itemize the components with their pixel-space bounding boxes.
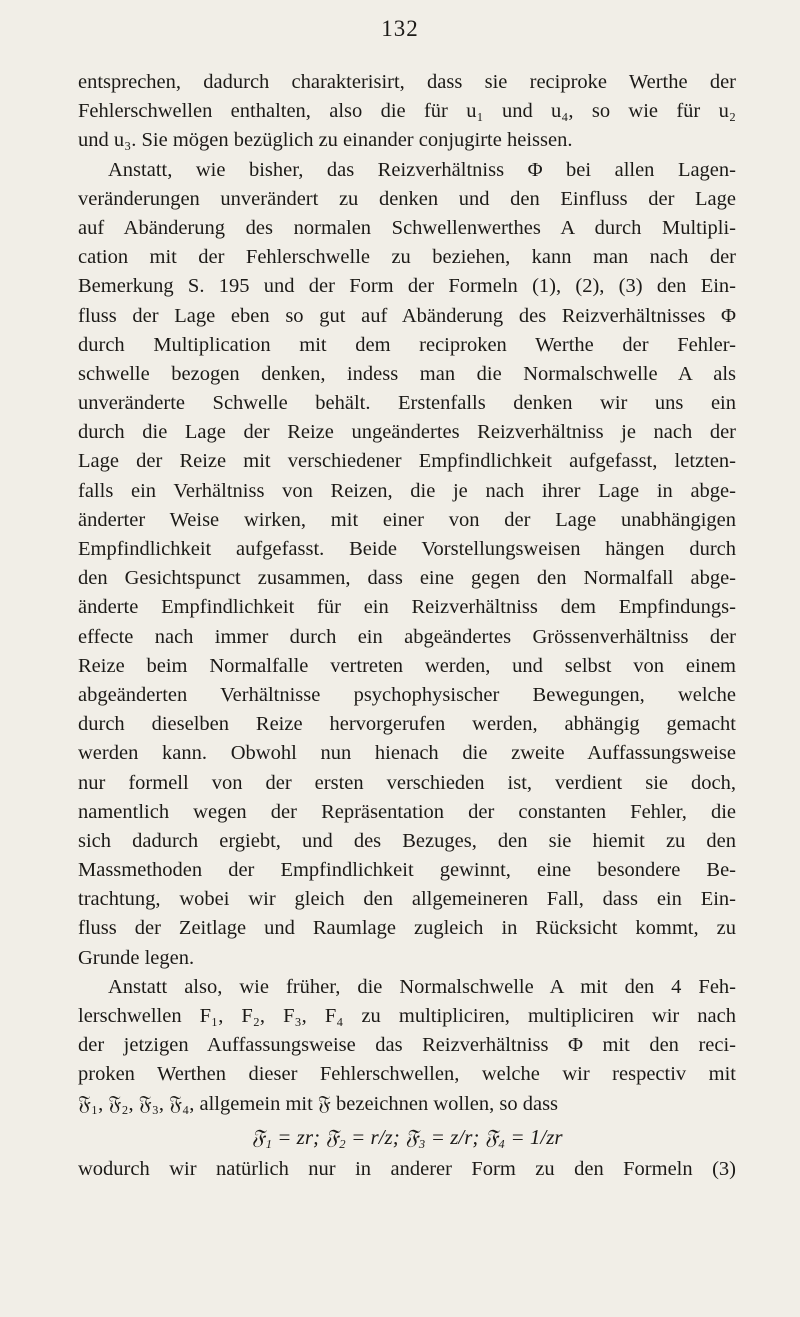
text-line: durch dieselben Reize hervorgerufen werden, abhängig gemacht [78,713,736,736]
formula: 𝔉₁ = zr; 𝔉₂ = r/z; 𝔉₃ = z/r; 𝔉₄ = 1/zr [251,1124,563,1149]
text-line: unveränderte Schwelle behält. Erstenfalls denken wir uns ein [78,392,736,415]
text-line: veränderungen unverändert zu denken und den Einfluss der Lage [78,187,736,210]
text-line: schwelle bezogen denken, indess man die Normalschwelle A als [78,362,736,385]
text-line: lerschwellen F₁, F₂, F₃, F₄ zu multipliciren, multipliciren wir nach [78,1005,736,1027]
text-line: wodurch wir natürlich nur in anderer Form zu den Formeln (3) [78,1157,736,1180]
text-line: cation mit der Fehlerschwelle zu beziehen, kann man nach der [78,246,736,269]
text-line: Lage der Reize mit verschiedener Empfindlichkeit aufgefasst, letzten- [78,450,736,473]
text-line: namentlich wegen der Repräsentation der constanten Fehler, die [78,800,736,823]
text-line: Bemerkung S. 195 und der Form der Formeln (1), (2), (3) den Ein- [78,275,736,298]
text-line: Empfindlichkeit aufgefasst. Beide Vorstellungsweisen hängen durch [78,538,736,560]
text-line: Fehlerschwellen enthalten, also die für u₁ und u₄, so wie für u₂ [78,100,736,123]
text-line: Grunde legen. [78,946,195,969]
text-line: änderter Weise wirken, mit einer von der Lage unabhängigen [78,508,736,531]
text-line: fluss der Lage eben so gut auf Abänderung des Reizverhältnisses Φ [78,304,736,327]
text-line: der jetzigen Auffassungsweise das Reizverhältniss Φ mit den reci- [78,1034,736,1057]
text-line: fluss der Zeitlage und Raumlage zugleich in Rücksicht kommt, zu [78,917,736,940]
text-line: auf Abänderung des normalen Schwellenwerthes A durch Multipli- [78,216,736,239]
body-text [78,68,736,1184]
text-line: entsprechen, dadurch charakterisirt, dass sie reciproke Werthe der [78,71,736,93]
text-line: werden kann. Obwohl nun hienach die zweite Auffassungsweise [78,742,736,765]
text-line: durch Multiplication mit dem reciproken Werthe der Fehler- [78,333,736,356]
text-line: proken Werthen dieser Fehlerschwellen, welche wir respectiv mit [78,1063,736,1086]
text-line: Massmethoden der Empfindlichkeit gewinnt, eine besondere Be- [78,859,736,882]
text-line: nur formell von der ersten verschieden ist, verdient sie doch, [78,771,736,794]
text-line: Anstatt also, wie früher, die Normalschwelle A mit den 4 Feh- [108,975,736,998]
text-line: und u₃. Sie mögen bezüglich zu einander conjugirte heissen. [78,129,573,152]
text-line: 𝔉₁, 𝔉₂, 𝔉₃, 𝔉₄, allgemein mit 𝔉 bezeichnen wollen, so dass [78,1092,559,1115]
text-line: trachtung, wobei wir gleich den allgemeineren Fall, dass ein Ein- [78,888,736,911]
text-line: durch die Lage der Reize ungeändertes Reizverhältniss je nach der [78,421,736,444]
text-line: sich dadurch ergiebt, und des Bezuges, den sie hiemit zu den [78,829,736,852]
text-line: änderte Empfindlichkeit für ein Reizverhältniss dem Empfindungs- [78,596,736,619]
text-line: effecte nach immer durch ein abgeändertes Grössenverhältniss der [78,625,736,648]
text-line: Reize beim Normalfalle vertreten werden, und selbst von einem [78,654,736,677]
text-line: den Gesichtspunct zusammen, dass eine gegen den Normalfall abge- [78,567,736,590]
text-line: Anstatt, wie bisher, das Reizverhältniss Φ bei allen Lagen- [108,158,736,181]
page-number: 132 [381,16,419,41]
text-line: falls ein Verhältniss von Reizen, die je nach ihrer Lage in abge- [78,479,736,502]
text-line: abgeänderten Verhältnisse psychophysischer Bewegungen, welche [78,683,736,706]
